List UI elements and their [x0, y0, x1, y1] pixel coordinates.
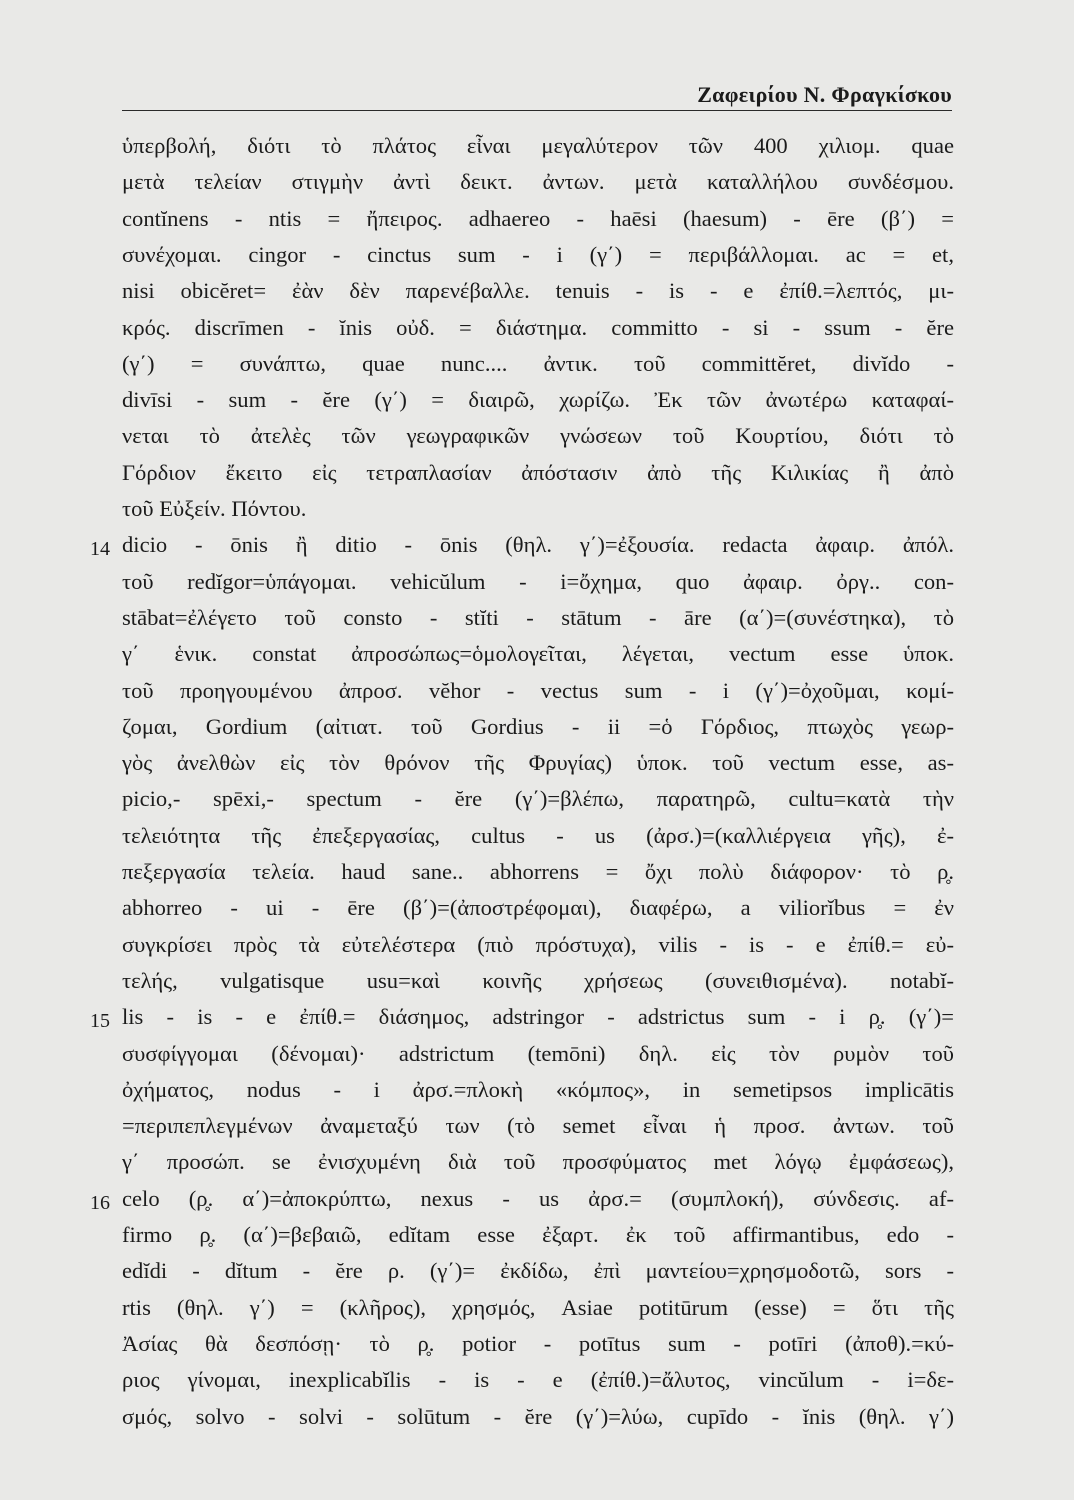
text-line: ὑπερβολή, διότι τὸ πλάτος εἶναι μεγαλύτερον τῶν 400 χιλιομ. quae	[122, 133, 954, 158]
text-line: celo (ρ̥. α΄)=ἀποκρύπτω, nexus - us ἀρσ.= (συμπλοκή), σύνδεσις. af-	[122, 1185, 954, 1211]
margin-line-number: 14	[90, 538, 110, 561]
text-line: ριος γίνομαι, inexplicabĭlis - is - e (ἐπίθ.)=ἄλυτος, vincŭlum - i=δε-	[122, 1367, 954, 1393]
text-line: πεξεργασία τελεία. haud sane.. abhorrens = ὄχι πολὺ διάφορον· τὸ ρ̥.	[122, 859, 954, 884]
text-line: τελειότητα τῆς ἐπεξεργασίας, cultus - us (ἀρσ.)=(καλλιέργεια γῆς), ἐ-	[122, 822, 954, 848]
text-line: τελής, vulgatisque usu=καὶ κοινῆς χρήσεως (συνειθισμένα). notabĭ-	[122, 967, 954, 993]
text-line: rtis (θηλ. γ΄) = (κλῆρος), χρησμός, Asiae potitūrum (esse) = ὅτι τῆς	[122, 1294, 954, 1320]
text-line: συνέχομαι. cingor - cinctus sum - i (γ΄) = περιβάλλομαι. ac = et,	[122, 241, 954, 267]
text-line: nisi obicĕret= ἐὰν δὲν παρενέβαλλε. tenuis - is - e ἐπίθ.=λεπτός, μι-	[122, 278, 954, 304]
text-line: abhorreo - ui - ēre (β΄)=(ἀποστρέφομαι), διαφέρω, a viliorĭbus = ἐν	[122, 895, 954, 921]
text-line: contĭnens - ntis = ἤπειρος. adhaereo - haēsi (haesum) - ēre (β΄) =	[122, 205, 954, 231]
text-line: κρός. discrīmen - ĭnis οὐδ. = διάστημα. committo - si - ssum - ĕre	[122, 314, 954, 340]
text-line: stābat=ἐλέγετο τοῦ consto - stĭti - stātum - āre (α΄)=(συνέστηκα), τὸ	[122, 604, 954, 630]
text-line: σμός, solvo - solvi - solūtum - ĕre (γ΄)=λύω, cupīdo - ĭnis (θηλ. γ΄)	[122, 1403, 954, 1429]
text-line: συγκρίσει πρὸς τὰ εὐτελέστερα (πιὸ πρόστυχα), vilis - is - e ἐπίθ.= εὐ-	[122, 931, 954, 957]
running-header	[122, 74, 952, 111]
text-line: γ΄ προσώπ. se ἐνισχυμένη διὰ τοῦ προσφύματος met λόγῳ ἐμφάσεως),	[122, 1149, 954, 1175]
text-line: edĭdi - dĭtum - ĕre ρ. (γ΄)= ἐκδίδω, ἐπὶ μαντείου=χρησμοδοτῶ, sors -	[122, 1258, 954, 1284]
margin-line-number: 16	[90, 1191, 110, 1214]
text-line: νεται τὸ ἀτελὲς τῶν γεωγραφικῶν γνώσεων τοῦ Κουρτίου, διότι τὸ	[122, 423, 954, 449]
text-line: picio,- spēxi,- spectum - ĕre (γ΄)=βλέπω, παρατηρῶ, cultu=κατὰ τὴν	[122, 786, 954, 812]
text-line: τοῦ προηγουμένου ἀπροσ. vĕhor - vectus sum - i (γ΄)=ὀχοῦμαι, κομί-	[122, 677, 954, 703]
header-title: Ζαφειρίου Ν. Φραγκίσκου	[697, 82, 952, 107]
text-line: ζομαι, Gordium (αἰτιατ. τοῦ Gordius - ii =ὁ Γόρδιος, πτωχὸς γεωρ-	[122, 713, 954, 739]
text-line: γὸς ἀνελθὼν εἰς τὸν θρόνον τῆς Φρυγίας) ὑποκ. τοῦ vectum esse, as-	[122, 750, 954, 776]
text-line: Ἀσίας θὰ δεσπόσῃ· τὸ ρ̥. potior - potītus sum - potīri (ἀποθ).=κύ-	[122, 1330, 954, 1356]
text-line: divīsi - sum - ĕre (γ΄) = διαιρῶ, χωρίζω. Ἐκ τῶν ἀνωτέρω καταφαί-	[122, 387, 954, 413]
text-line: γ΄ ἑνικ. constat ἀπροσώπως=ὁμολογεῖται, λέγεται, vectum esse ὑποκ.	[122, 641, 954, 667]
text-line: (γ΄) = συνάπτω, quae nunc.... ἀντικ. τοῦ committĕret, divĭdo -	[122, 350, 954, 376]
text-line: μετὰ τελείαν στιγμὴν ἀντὶ δεικτ. ἀντων. μετὰ καταλλήλου συνδέσμου.	[122, 169, 954, 195]
text-line: =περιπεπλεγμένων ἀναμεταξύ των (τὸ semet εἶναι ἡ προσ. ἀντων. τοῦ	[122, 1113, 954, 1139]
text-line: τοῦ Εὐξείν. Πόντου.	[122, 496, 307, 521]
text-line: firmo ρ̥. (α΄)=βεβαιῶ, edĭtam esse ἐξαρτ. ἐκ τοῦ affirmantibus, edo -	[122, 1222, 954, 1247]
text-line: lis - is - e ἐπίθ.= διάσημος, adstringor - adstrictus sum - i ρ̥. (γ΄)=	[122, 1004, 954, 1030]
text-line: dicio - ōnis ἢ ditio - ōnis (θηλ. γ΄)=ἐξουσία. redacta ἀφαιρ. ἀπόλ.	[122, 532, 954, 558]
margin-line-number: 15	[90, 1010, 110, 1033]
text-line: τοῦ redĭgor=ὑπάγομαι. vehicŭlum - i=ὄχημα, quo ἀφαιρ. ὀργ.. con-	[122, 568, 954, 594]
text-line: Γόρδιον ἔκειτο εἰς τετραπλασίαν ἀπόστασιν ἀπὸ τῆς Κιλικίας ἢ ἀπὸ	[122, 459, 954, 485]
text-line: ὀχήματος, nodus - i ἀρσ.=πλοκὴ «κόμπος», in semetipsos implicātis	[122, 1076, 954, 1102]
text-line: συσφίγγομαι (δένομαι)· adstrictum (temōni) δηλ. εἰς τὸν ρυμὸν τοῦ	[122, 1040, 954, 1066]
